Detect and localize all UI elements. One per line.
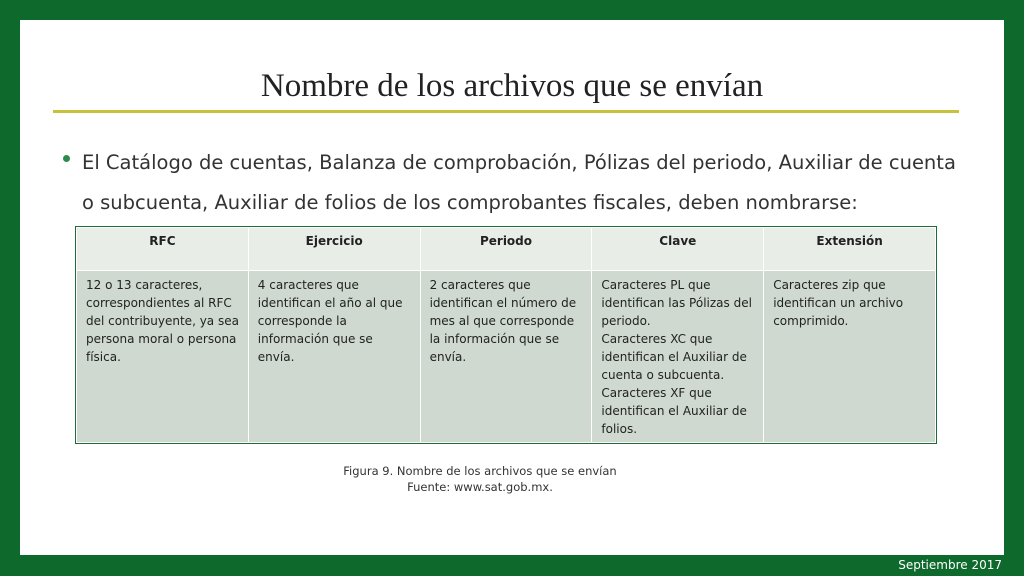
cell-clave <box>592 271 764 443</box>
header-clave: Clave <box>592 228 764 271</box>
table-header-row <box>77 228 936 271</box>
cell-extension-text: Caracteres zip que identifican un archivo comprimido. <box>773 278 904 328</box>
caption-source: Fuente: www.sat.gob.mx. <box>407 480 553 494</box>
title-underline <box>53 110 959 113</box>
cell-ejercicio-text: 4 caracteres que identifican el año al que corresponde la información que se envía. <box>257 278 403 364</box>
caption-title: Figura 9. Nombre de los archivos que se envían <box>343 464 617 478</box>
cell-ejercicio <box>248 271 420 443</box>
cell-extension <box>764 271 936 443</box>
cell-rfc <box>77 271 249 443</box>
header-ejercicio: Ejercicio <box>248 228 420 271</box>
header-rfc: RFC <box>77 228 249 271</box>
bullet-dot-icon <box>63 155 70 162</box>
slide-title: Nombre de los archivos que se envían <box>260 68 764 104</box>
footer-date: Septiembre 2017 <box>898 558 1002 572</box>
header-periodo: Periodo <box>420 228 592 271</box>
table-row <box>77 271 936 443</box>
header-extension: Extensión <box>764 228 936 271</box>
cell-periodo-text: 2 caracteres que identifican el número de mes al que corresponde la información que se envía. <box>429 278 577 364</box>
bullet-text: El Catálogo de cuentas, Balanza de comprobación, Pólizas del periodo, Auxiliar de cuenta o subcuenta, Auxiliar de folios de los comprobantes fiscales, deben nombrarse: <box>82 151 956 214</box>
cell-clave-xf: Caracteres XF que identifican el Auxiliar de folios. <box>601 386 747 436</box>
figure-caption <box>280 463 680 495</box>
cell-clave-xc: Caracteres XC que identifican el Auxiliar de cuenta o subcuenta. <box>601 332 747 382</box>
cell-rfc-text: 12 o 13 caracteres, correspondientes al RFC del contribuyente, ya sea persona moral o persona física. <box>86 278 239 364</box>
cell-clave-pl: Caracteres PL que identifican las Pólizas del periodo. <box>601 278 752 328</box>
cell-periodo <box>420 271 592 443</box>
naming-table <box>76 227 936 443</box>
